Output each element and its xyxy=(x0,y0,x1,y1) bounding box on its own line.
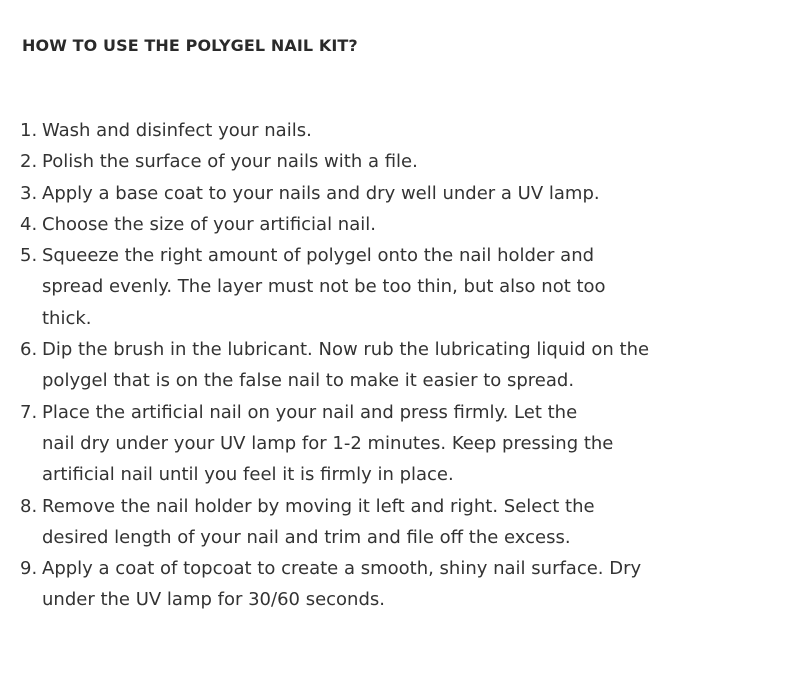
step-text xyxy=(42,240,760,334)
page-heading: HOW TO USE THE POLYGEL NAIL KIT? xyxy=(22,36,358,55)
step-text xyxy=(42,334,760,397)
step-text-line: Wash and disinfect your nails. xyxy=(42,120,312,141)
step-text xyxy=(42,209,760,240)
step-text-line: Apply a base coat to your nails and dry well under a UV lamp. xyxy=(42,182,600,204)
step-text-line: polygel that is on the false nail to make it easier to spread. xyxy=(42,370,575,392)
step-text-line: Choose the size of your artificial nail. xyxy=(42,213,376,235)
steps-list xyxy=(20,115,760,616)
step-number: 3. xyxy=(20,182,38,204)
step-item xyxy=(20,491,760,554)
step-text-line: artificial nail until you feel it is firmly in place. xyxy=(42,464,454,486)
step-item xyxy=(20,209,760,240)
step-number: 7. xyxy=(20,401,38,423)
step-text-line: Squeeze the right amount of polygel onto the nail holder and xyxy=(42,245,595,267)
step-item xyxy=(20,334,760,397)
step-number: 4. xyxy=(20,213,38,235)
step-text-line: Dip the brush in the lubricant. Now rub the lubricating liquid on the xyxy=(42,339,650,361)
step-text xyxy=(42,115,760,146)
step-item xyxy=(20,115,760,146)
step-text xyxy=(42,491,760,554)
step-number: 6. xyxy=(20,339,38,361)
step-number: 9. xyxy=(20,558,38,580)
step-text xyxy=(42,178,760,209)
step-number: 1. xyxy=(20,120,38,141)
step-number: 8. xyxy=(20,495,38,517)
step-text-line: under the UV lamp for 30/60 seconds. xyxy=(42,589,385,611)
step-item xyxy=(20,178,760,209)
step-text-line: Apply a coat of topcoat to create a smooth, shiny nail surface. Dry xyxy=(42,558,642,580)
step-text-line: nail dry under your UV lamp for 1-2 minutes. Keep pressing the xyxy=(42,432,614,454)
step-item xyxy=(20,146,760,177)
step-number: 5. xyxy=(20,245,38,267)
step-item xyxy=(20,240,760,334)
step-text-line: thick. xyxy=(42,307,92,329)
step-item xyxy=(20,397,760,491)
step-item xyxy=(20,553,760,616)
step-text xyxy=(42,146,760,177)
step-text-line: desired length of your nail and trim and file off the excess. xyxy=(42,526,571,548)
step-text xyxy=(42,397,760,491)
step-text-line: spread evenly. The layer must not be too thin, but also not too xyxy=(42,276,606,298)
step-number: 2. xyxy=(20,151,38,173)
step-text xyxy=(42,553,760,616)
step-text-line: Polish the surface of your nails with a file. xyxy=(42,151,418,173)
step-text-line: Remove the nail holder by moving it left and right. Select the xyxy=(42,495,595,517)
step-text-line: Place the artificial nail on your nail and press firmly. Let the xyxy=(42,401,578,423)
